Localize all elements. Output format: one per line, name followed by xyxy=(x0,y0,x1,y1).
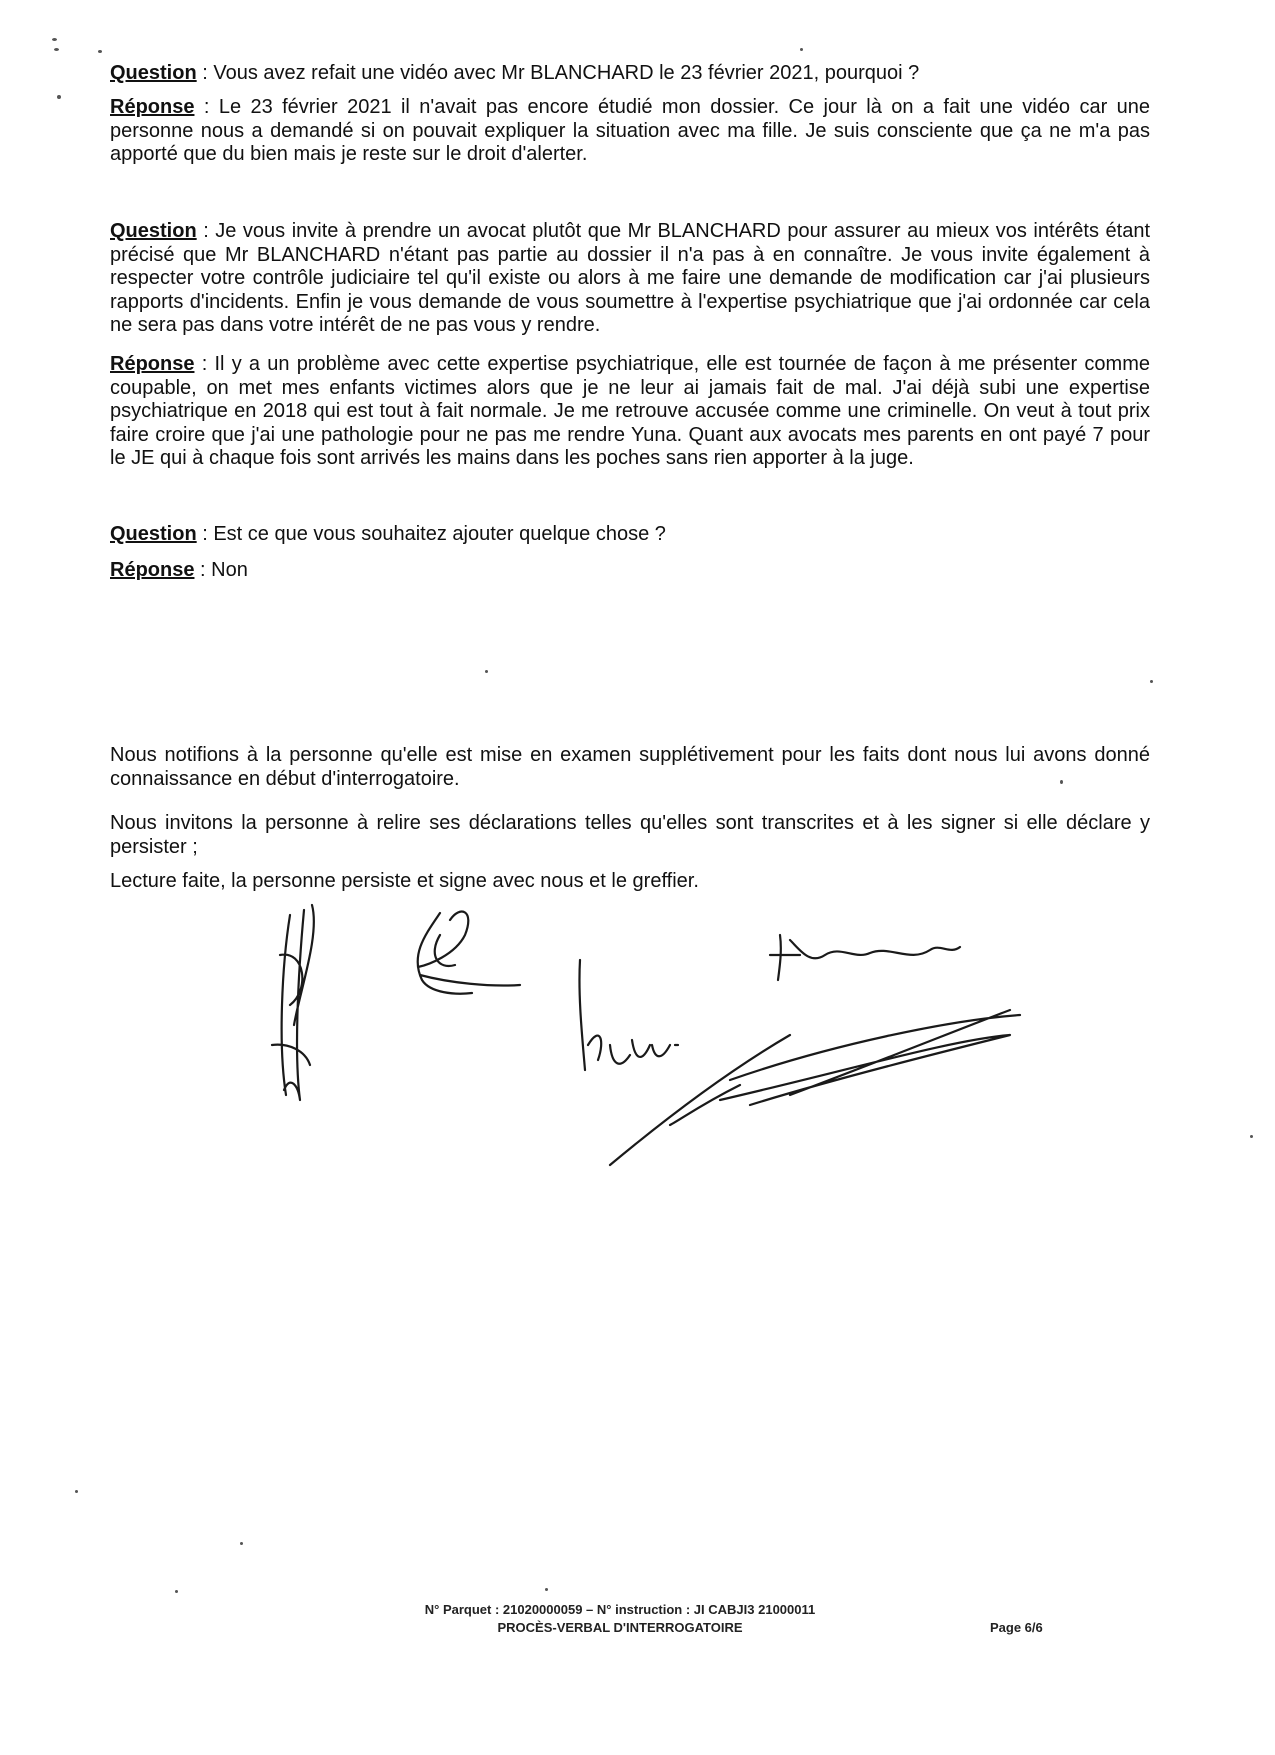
signature-1 xyxy=(272,905,314,1100)
scan-speck xyxy=(485,670,488,673)
question-text: Je vous invite à prendre un avocat plutôt que Mr BLANCHARD pour assurer au mieux vos intérêts étant précisé que Mr BLANCHARD n'étant pas partie au dossier il n'a pas à en connaître. Je vous invite également à respecter votre contrôle judiciaire tel qu'il existe ou alors à me faire une demande de modification car j'ai plusieurs rapports d'incidents. Enfin je vous demande de vous soumettre à l'expertise psychiatrique que j'ai ordonnée car cela ne sera pas dans votre intérêt de ne pas vous y rendre. xyxy=(110,220,1150,336)
question-3: Question : Est ce que vous souhaitez ajouter quelque chose ? xyxy=(110,523,666,545)
question-text: Est ce que vous souhaitez ajouter quelque chose ? xyxy=(213,523,666,545)
scan-speck xyxy=(75,1490,78,1493)
answer-1: Réponse : Le 23 février 2021 il n'avait pas encore étudié mon dossier. Ce jour là on a fait une vidéo car une personne nous a demandé si on pouvait expliquer la situation avec ma fille. Je suis consciente que ça ne m'a pas apporté que du bien mais je reste sur le droit d'alerter. xyxy=(110,96,1150,165)
scan-speck xyxy=(52,38,57,41)
signatures-area xyxy=(250,895,1100,1175)
question-label: Question xyxy=(110,220,197,242)
scan-speck xyxy=(1250,1135,1253,1138)
scan-speck xyxy=(175,1590,178,1593)
invitation-paragraph: Nous invitons la personne à relire ses déclarations telles qu'elles sont transcrites et à les signer si elle déclare y persister ; xyxy=(110,812,1150,858)
answer-label: Réponse xyxy=(110,559,195,581)
signature-2 xyxy=(418,912,520,994)
scan-speck xyxy=(240,1542,243,1545)
question-text: Vous avez refait une vidéo avec Mr BLANCHARD le 23 février 2021, pourquoi ? xyxy=(213,62,920,84)
question-2: Question : Je vous invite à prendre un avocat plutôt que Mr BLANCHARD pour assurer au mieux vos intérêts étant précisé que Mr BLANCHARD n'étant pas partie au dossier il n'a pas à en connaître. Je vous invite également à respecter votre contrôle judiciaire tel qu'il existe ou alors à me faire une demande de modification car j'ai plusieurs rapports d'incidents. Enfin je vous demande de vous soumettre à l'expertise psychiatrique que j'ai ordonnée car cela ne sera pas dans votre intérêt de ne pas vous y rendre. xyxy=(110,220,1150,336)
scan-speck xyxy=(1150,680,1153,683)
question-label: Question xyxy=(110,523,197,545)
scan-speck xyxy=(800,48,803,51)
question-1: Question : Vous avez refait une vidéo avec Mr BLANCHARD le 23 février 2021, pourquoi ? xyxy=(110,62,920,84)
answer-text: Il y a un problème avec cette expertise psychiatrique, elle est tournée de façon à me présenter comme coupable, on met mes enfants victimes alors que je ne leur ai jamais fait de mal. J'ai déjà subi une expertise psychiatrique en 2018 qui est tout à fait normale. Je me retrouve accusée comme une criminelle. On veut à tout prix faire croire que j'ai une pathologie pour ne pas me rendre Yuna. Quant aux avocats mes parents en ont payé 7 pour le JE qui à chaque fois sont arrivés les mains dans les poches sans rien apporter à la juge. xyxy=(110,353,1150,469)
answer-label: Réponse xyxy=(110,96,195,118)
footer-document-title: PROCÈS-VERBAL D'INTERROGATOIRE xyxy=(497,1620,743,1635)
page-number: Page 6/6 xyxy=(990,1620,1043,1635)
scan-speck xyxy=(1060,780,1063,784)
answer-text: Le 23 février 2021 il n'avait pas encore étudié mon dossier. Ce jour là on a fait une vidéo car une personne nous a demandé si on pouvait expliquer la situation avec ma fille. Je suis consciente que ça ne m'a pas apporté que du bien mais je reste sur le droit d'alerter. xyxy=(110,96,1150,165)
signature-4 xyxy=(720,935,1020,1105)
answer-text: Non xyxy=(211,559,248,581)
scan-speck xyxy=(57,95,61,99)
scan-speck xyxy=(545,1588,548,1591)
scan-speck xyxy=(98,50,102,53)
signature-3 xyxy=(579,960,678,1070)
answer-2: Réponse : Il y a un problème avec cette expertise psychiatrique, elle est tournée de façon à me présenter comme coupable, on met mes enfants victimes alors que je ne leur ai jamais fait de mal. J'ai déjà subi une expertise psychiatrique en 2018 qui est tout à fait normale. Je me retrouve accusée comme une criminelle. On veut à tout prix faire croire que j'ai une pathologie pour ne pas me rendre Yuna. Quant aux avocats mes parents en ont payé 7 pour le JE qui à chaque fois sont arrivés les mains dans les poches sans rien apporter à la juge. xyxy=(110,353,1150,469)
scan-speck xyxy=(54,48,59,51)
notification-paragraph: Nous notifions à la personne qu'elle est mise en examen supplétivement pour les faits dont nous lui avons donné connaissance en début d'interrogatoire. xyxy=(110,744,1150,790)
reading-statement: Lecture faite, la personne persiste et signe avec nous et le greffier. xyxy=(110,870,699,892)
answer-3: Réponse : Non xyxy=(110,559,248,581)
footer-reference: N° Parquet : 21020000059 – N° instruction : JI CABJI3 21000011 xyxy=(424,1602,816,1617)
answer-label: Réponse xyxy=(110,353,195,375)
question-label: Question xyxy=(110,62,197,84)
